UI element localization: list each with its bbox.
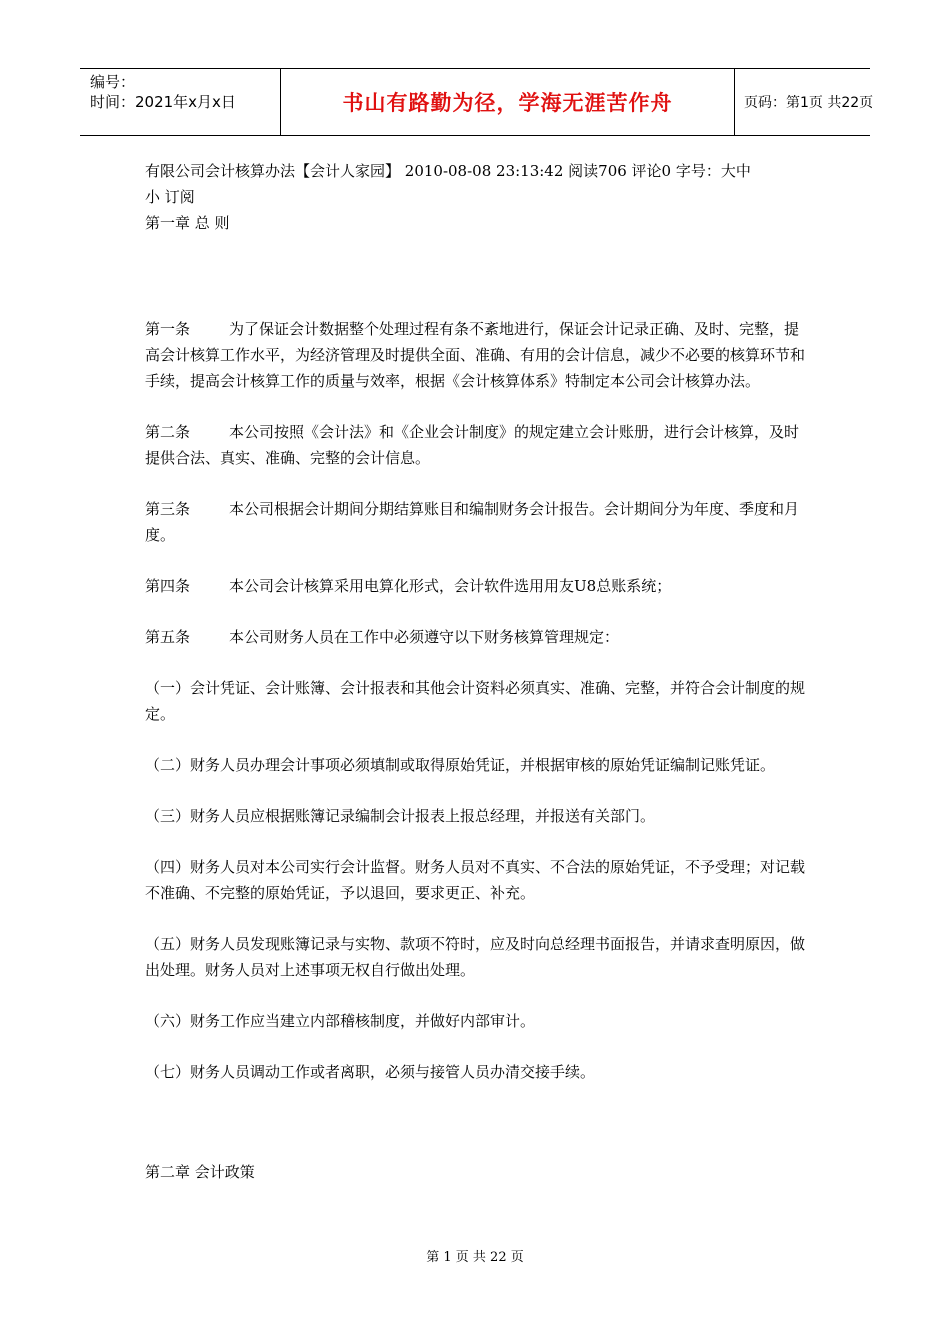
clause: （一）会计凭证、会计账簿、会计报表和其他会计资料必须真实、准确、完整，并符合会计制度的规定。 (145, 679, 806, 723)
header-motto: 书山有路勤为径，学海无涯苦作舟 (281, 69, 735, 135)
article-body: 为了保证会计数据整个处理过程有条不紊地进行，保证会计记录正确、及时、完整，提高会计核算工作水平，为经济管理及时提供全面、准确、有用的会计信息，减少不必要的核算环节和手续，提高会计核算工作的质量与效率，根据《会计核算体系》特制定本公司会计核算办法。 (145, 320, 806, 390)
clause: （五）财务人员发现账簿记录与实物、款项不符时，应及时向总经理书面报告，并请求查明原因，做出处理。财务人员对上述事项无权自行做出处理。 (145, 935, 806, 979)
article-body: 本公司根据会计期间分期结算账目和编制财务会计报告。会计期间分为年度、季度和月度。 (145, 500, 800, 544)
article (145, 624, 810, 650)
article-head: 第三条 (145, 500, 191, 518)
article (145, 419, 810, 471)
article-body: 本公司财务人员在工作中必须遵守以下财务核算管理规定： (229, 628, 620, 646)
meta-line: 有限公司会计核算办法【会计人家园】 2010-08-08 23:13:42 阅读706 评论0 字号：大中 (145, 162, 751, 180)
clause: （三）财务人员应根据账簿记录编制会计报表上报总经理，并报送有关部门。 (145, 807, 656, 825)
clause: （四）财务人员对本公司实行会计监督。财务人员对不真实、不合法的原始凭证，不予受理；对记载不准确、不完整的原始凭证，予以退回，要求更正、补充。 (145, 858, 806, 902)
header-page-info: 页码：第1页 共22页 (744, 95, 874, 111)
meta-line-continued: 小 订阅 (145, 188, 195, 206)
header-meta (80, 69, 281, 135)
article (145, 316, 810, 394)
article (145, 496, 810, 548)
page-footer: 第 1 页 共 22 页 (426, 1250, 524, 1265)
doc-time-label: 时间：2021年x月x日 (90, 93, 236, 111)
article-head: 第二条 (145, 423, 191, 441)
article-head: 第一条 (145, 320, 191, 338)
clause: （二）财务人员办理会计事项必须填制或取得原始凭证，并根据审核的原始凭证编制记账凭证。 (145, 756, 776, 774)
clause: （六）财务工作应当建立内部稽核制度，并做好内部审计。 (145, 1012, 536, 1030)
article-body: 本公司会计核算采用电算化形式，会计软件选用用友U8总账系统； (229, 577, 672, 595)
article-head: 第四条 (145, 577, 191, 595)
doc-number-label: 编号： (90, 73, 136, 91)
page-header (80, 68, 874, 136)
clause: （七）财务人员调动工作或者离职，必须与接管人员办清交接手续。 (145, 1063, 596, 1081)
article-head: 第五条 (145, 628, 191, 646)
chapter-title: 第一章 总 则 (145, 214, 230, 232)
article (145, 573, 810, 599)
chapter-title: 第二章 会计政策 (145, 1163, 255, 1181)
article-body: 本公司按照《会计法》和《企业会计制度》的规定建立会计账册，进行会计核算，及时提供合法、真实、准确、完整的会计信息。 (145, 423, 800, 467)
document-body (145, 158, 810, 1185)
